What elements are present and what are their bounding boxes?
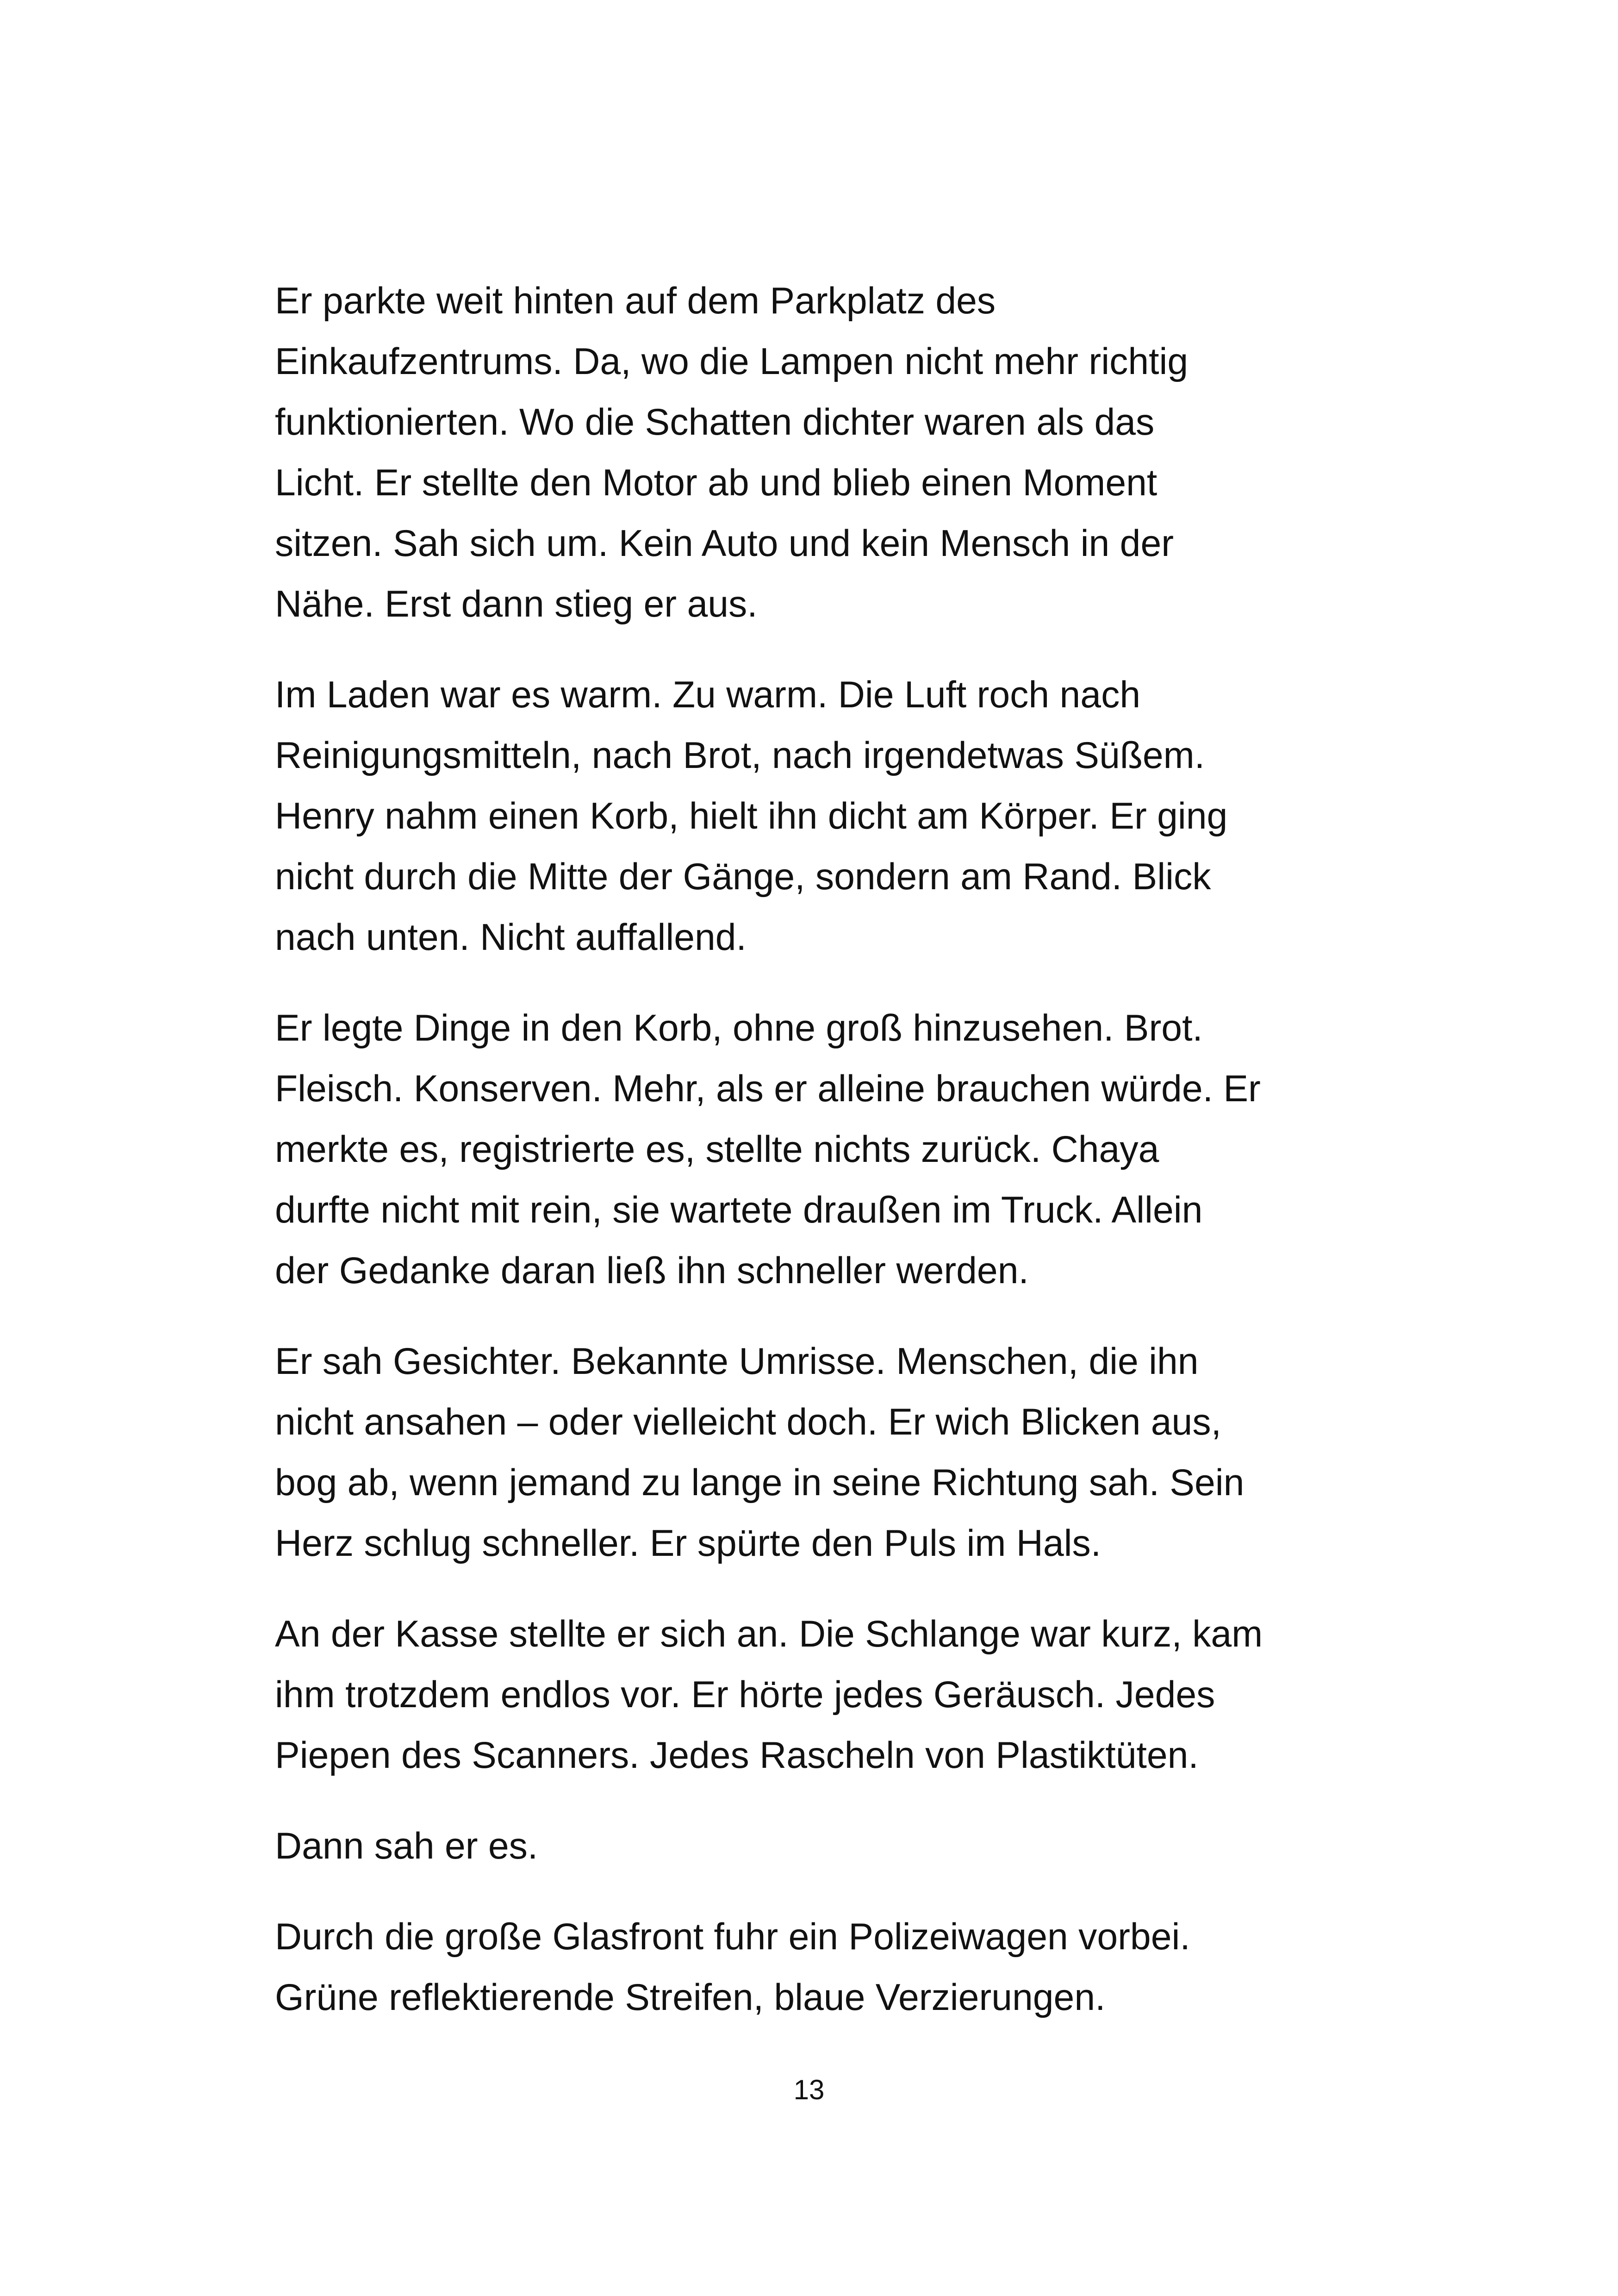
text-line: Durch die große Glasfront fuhr ein Polizeiwagen vorbei. [275,1916,1190,1958]
text-line: Licht. Er stellte den Motor ab und blieb einen Moment [275,462,1157,504]
text-line: nicht ansahen – oder vielleicht doch. Er wich Blicken aus, [275,1401,1221,1443]
text-line: Fleisch. Konserven. Mehr, als er alleine brauchen würde. Er [275,1068,1261,1110]
paragraph [275,1331,1395,1574]
text-line: nicht durch die Mitte der Gänge, sondern am Rand. Blick [275,856,1211,898]
text-line: durfte nicht mit rein, sie wartete draußen im Truck. Allein [275,1189,1203,1231]
text-line: Er sah Gesichter. Bekannte Umrisse. Menschen, die ihn [275,1341,1199,1382]
paragraph [275,1907,1395,2028]
text-line: bog ab, wenn jemand zu lange in seine Richtung sah. Sein [275,1462,1245,1504]
page-number: 13 [793,2074,825,2105]
paragraph [275,1604,1395,1786]
text-line: nach unten. Nicht auffallend. [275,917,747,958]
paragraph [275,1816,1395,1877]
text-line: An der Kasse stellte er sich an. Die Schlange war kurz, kam [275,1613,1263,1655]
paragraph [275,998,1395,1301]
body-text [275,271,1395,2058]
text-line: Henry nahm einen Korb, hielt ihn dicht am Körper. Er ging [275,795,1228,837]
text-line: Er legte Dinge in den Korb, ohne groß hinzusehen. Brot. [275,1007,1203,1049]
text-line: funktionierten. Wo die Schatten dichter waren als das [275,401,1155,443]
text-line: Grüne reflektierende Streifen, blaue Verzierungen. [275,1977,1106,2018]
text-line: ihm trotzdem endlos vor. Er hörte jedes Geräusch. Jedes [275,1674,1215,1716]
text-line: Nähe. Erst dann stieg er aus. [275,583,758,625]
paragraph [275,665,1395,968]
text-line: Piepen des Scanners. Jedes Rascheln von Plastiktüten. [275,1734,1199,1776]
text-line: Reinigungsmitteln, nach Brot, nach irgendetwas Süßem. [275,735,1205,776]
text-line: Er parkte weit hinten auf dem Parkplatz des [275,280,996,322]
text-line: Herz schlug schneller. Er spürte den Puls im Hals. [275,1522,1101,1564]
text-line: Im Laden war es warm. Zu warm. Die Luft roch nach [275,674,1141,716]
text-line: merkte es, registrierte es, stellte nichts zurück. Chaya [275,1129,1159,1170]
text-line: Einkaufzentrums. Da, wo die Lampen nicht mehr richtig [275,341,1189,382]
text-line: Dann sah er es. [275,1825,538,1867]
paragraph [275,271,1395,635]
text-line: der Gedanke daran ließ ihn schneller werden. [275,1250,1029,1292]
text-line: sitzen. Sah sich um. Kein Auto und kein Mensch in der [275,523,1174,564]
